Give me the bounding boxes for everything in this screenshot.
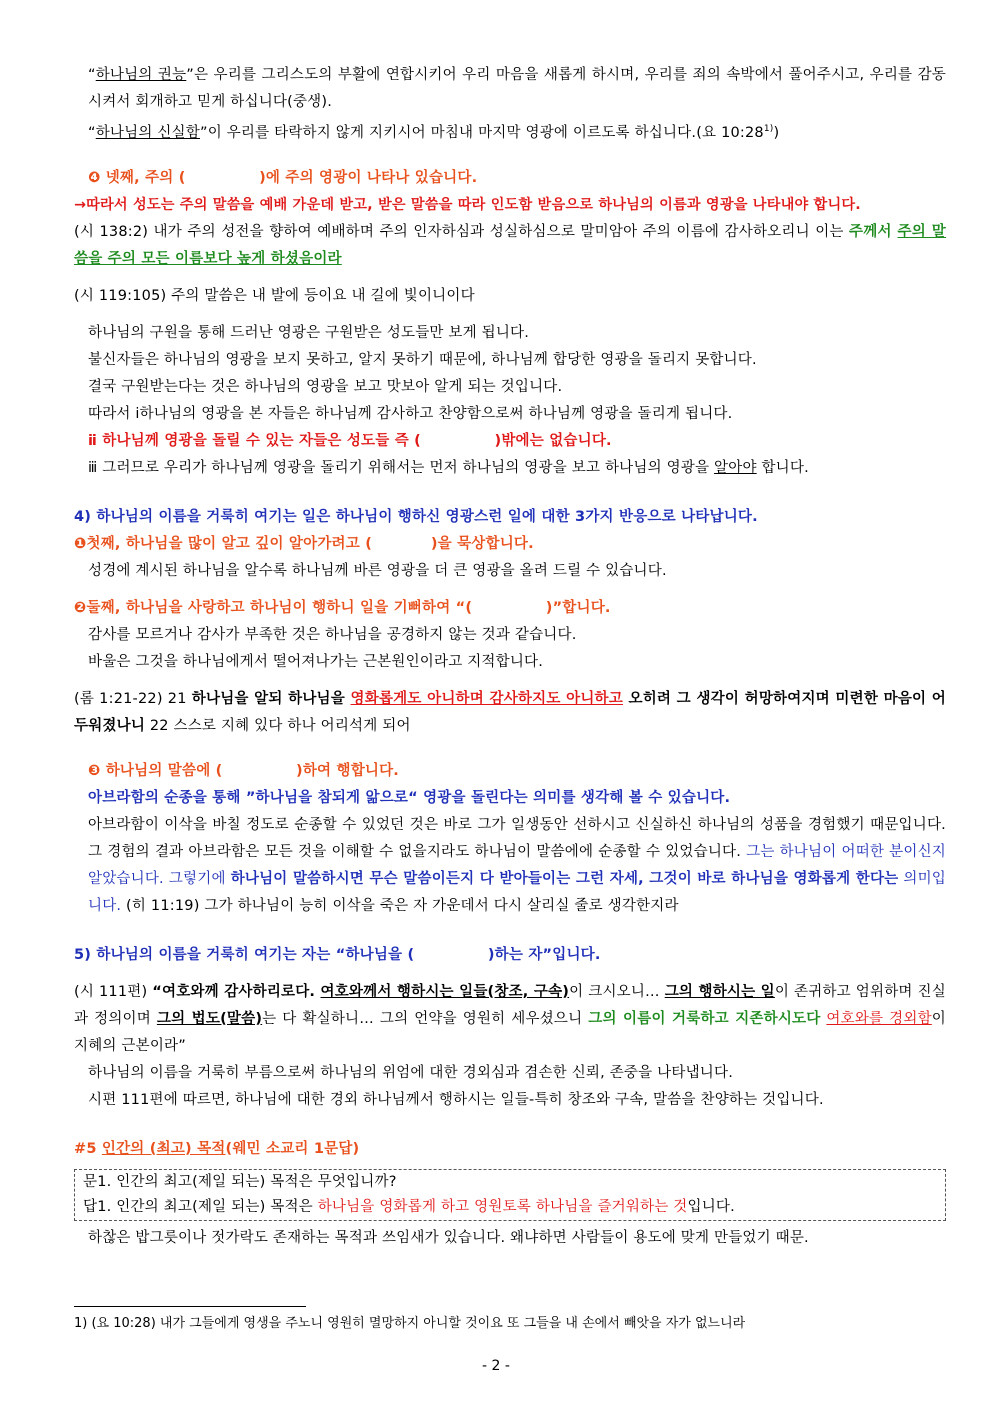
page-number: - 2 - — [482, 1358, 510, 1374]
emphasis-line: ⅱ 하나님께 영광을 돌릴 수 있는 자들은 성도들 즉 ( )밖에는 없습니다. — [88, 432, 612, 449]
subheading-first: ❶첫째, 하나님을 많이 알고 깊이 알아가려고 ( )을 묵상합니다. — [74, 535, 534, 552]
body-line: ⅲ 그러므로 우리가 하나님께 영광을 돌리기 위해서는 먼저 하나님의 영광을 보고 하나님의 영광을 알아야 합니다. — [88, 459, 809, 476]
catechism-question: 문1. 인간의 최고(제일 되는) 목적은 무엇입니까? — [83, 1173, 397, 1190]
catechism-box — [74, 1169, 946, 1221]
body-line: 하나님의 구원을 통해 드러난 영광은 구원받은 성도들만 보게 됩니다. — [88, 324, 530, 341]
power-paragraph: “하나님의 권능”은 우리를 그리스도의 부활에 연합시키어 우리 마음을 새롭게 하시며, 우리를 죄의 속박에서 풀어주시고, 우리를 감동시켜서 회개하고 믿게 하십니다(중생). — [88, 67, 946, 110]
body-line: 성경에 계시된 하나님을 알수록 하나님께 바른 영광을 더 큰 영광을 올려 드릴 수 있습니다. — [88, 562, 667, 579]
faithfulness-paragraph: “하나님의 신실함”이 우리를 타락하지 않게 지키시어 마침내 마지막 영광에 이르도록 하십니다.(요 10:28$^{1)}$) — [88, 124, 780, 141]
body-line: 따라서 ⅰ하나님의 영광을 본 자들은 하나님께 감사하고 찬양함으로써 하나님께 영광을 돌리게 됩니다. — [88, 405, 733, 422]
psalm-111-quote: (시 111편) “여호와께 감사하리로다. 여호와께서 행하시는 일들(창조, 구속)이 크시오니… 그의 행하시는 일이 존귀하고 엄위하며 진실과 정의이며 그의 법도(말씀)는 다 확실하니… 그의 언약을 영원히 세우셨으니 그의 이름이 거룩하고 지존하시도다 여호와를 경외함이 지혜의 근본이라” — [74, 983, 946, 1054]
body-line: 하찮은 밥그릇이나 젓가락도 존재하는 목적과 쓰임새가 있습니다. 왜냐하면 사람들이 용도에 맞게 만들었기 때문. — [88, 1229, 809, 1246]
section-heading-4: 4) 하나님의 이름을 거룩히 여기는 일은 하나님이 행하신 영광스런 일에 대한 3가지 반응으로 나타납니다. — [74, 508, 758, 525]
body-line: 시편 111편에 따르면, 하나님에 대한 경외 하나님께서 행하시는 일들-특히 창조와 구속, 말씀을 찬양하는 것입니다. — [88, 1091, 824, 1108]
section-heading-5: 5) 하나님의 이름을 거룩히 여기는 자는 “하나님을 ( )하는 자”입니다. — [74, 946, 601, 963]
romans-quote: (롬 1:21-22) 21 하나님을 알되 하나님을 영화롭게도 아니하며 감사하지도 아니하고 오히려 그 생각이 허망하여지며 미련한 마음이 어두워졌나니 22 스스로 지혜 있다 하나 어리석게 되어 — [74, 690, 946, 734]
subheading-third: ❸ 하나님의 말씀에 ( )하여 행합니다. — [88, 762, 400, 779]
subheading-second: ❷둘째, 하나님을 사랑하고 하나님이 행하니 일을 기뻐하여 “( )”합니다. — [74, 599, 611, 616]
body-line: 불신자들은 하나님의 영광을 보지 못하고, 알지 못하기 때문에, 하나님께 합당한 영광을 돌리지 못합니다. — [88, 351, 757, 368]
document-body — [74, 62, 946, 1252]
catechism-heading: #5 인간의 (최고) 목적(웨민 소교리 1문답) — [74, 1140, 360, 1157]
abraham-paragraph: 아브라함이 이삭을 바칠 정도로 순종할 수 있었던 것은 바로 그가 일생동안 선하시고 신실하신 하나님의 성품을 경험했기 때문입니다. 그 경험의 결과 아브라함은 모든 것을 이해할 수 없을지라도 하나님이 말씀에에 순종할 수 있었습니다. 그는 하나님이 어떠한 분이신지 알았습니다. 그렇기에 하나님이 말씀하시면 무슨 말씀이든지 다 받아들이는 그런 자세, 그것이 바로 하나님을 영화롭게 한다는 의미입니다. (히 11:19) 그가 하나님이 능히 이삭을 죽은 자 가운데서 다시 살리실 줄로 생각한지라 — [88, 816, 946, 914]
catechism-answer: 답1. 인간의 최고(제일 되는) 목적은 하나님을 영화롭게 하고 영원토록 하나님을 즐거워하는 것입니다. — [83, 1198, 735, 1215]
psalm-138-quote: (시 138:2) 내가 주의 성전을 향하여 예배하며 주의 인자하심과 성실하심으로 말미암아 주의 이름에 감사하오리니 이는 주께서 주의 말씀을 주의 모든 이름보다 높게 하셨음이라 — [74, 223, 947, 267]
footnote-divider — [74, 1306, 306, 1307]
footnote-ref[interactable]: 1) — [763, 124, 774, 134]
section-heading-fourth: ❹ 넷째, 주의 ( )에 주의 영광이 나타나 있습니다. — [88, 169, 478, 186]
footnote: 1) (요 10:28) 내가 그들에게 영생을 주노니 영원히 멸망하지 아니할 것이요 또 그들을 내 손에서 빼앗을 자가 없느니라 — [74, 1316, 746, 1331]
body-line: 감사를 모르거나 감사가 부족한 것은 하나님을 공경하지 않는 것과 같습니다. — [88, 626, 577, 643]
body-line: 바울은 그것을 하나님에게서 떨어져나가는 근본원인이라고 지적합니다. — [88, 653, 544, 670]
psalm-119-quote: (시 119:105) 주의 말씀은 내 발에 등이요 내 길에 빛이니이다 — [74, 287, 475, 304]
arrow-statement: →따라서 성도는 주의 말씀을 예배 가운데 받고, 받은 말씀을 따라 인도함 받음으로 하나님의 이름과 영광을 나타내야 합니다. — [74, 196, 861, 213]
abraham-heading: 아브라함의 순종을 통해 ”하나님을 참되게 앎으로“ 영광을 돌린다는 의미를 생각해 볼 수 있습니다. — [88, 789, 731, 806]
body-line: 하나님의 이름을 거룩히 부름으로써 하나님의 위엄에 대한 경외심과 겸손한 신뢰, 존중을 나타냅니다. — [88, 1064, 734, 1081]
body-line: 결국 구원받는다는 것은 하나님의 영광을 보고 맛보아 알게 되는 것입니다. — [88, 378, 563, 395]
